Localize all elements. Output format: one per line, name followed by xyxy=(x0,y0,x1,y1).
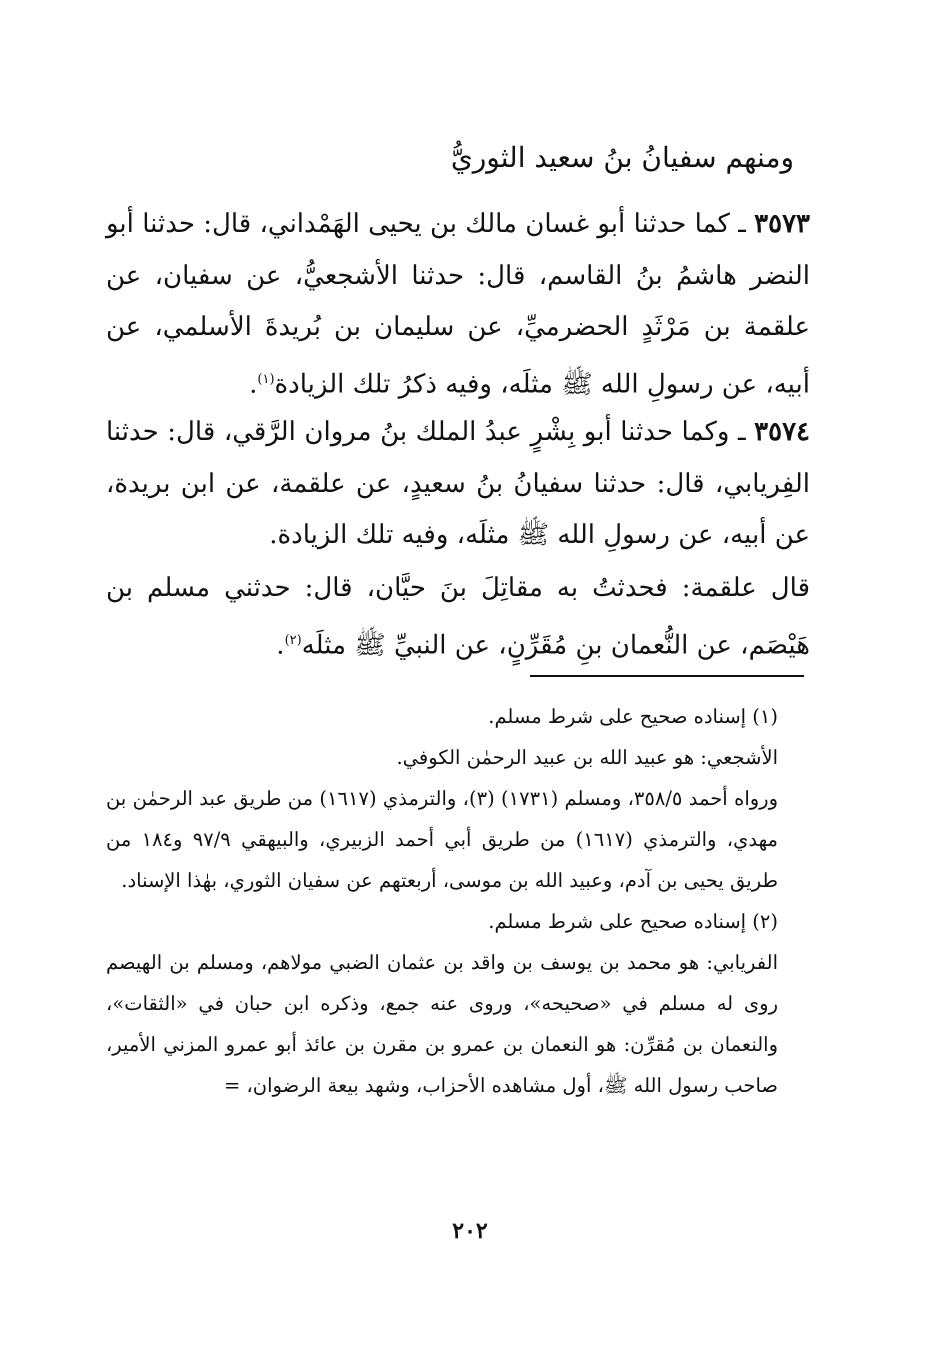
entry-text: ـ كما حدثنا أبو غسان مالك بن يحيى الهَمْداني، قال: حدثنا أبو النضر هاشمُ بنُ القاسم، قال: حدثنا الأشجعيُّ، عن سفيان، عن علقمة بن مَرْثَدٍ الحضرميِّ، عن سليمان بن بُريدةَ الأسلمي، عن أبيه، عن رسولِ الله ﷺ مثلَه، وفيه ذكرُ تلك الزيادة xyxy=(106,209,810,400)
paragraph-text: قال علقمة: فحدثتُ به مقاتِلَ بنَ حيَّان، قال: حدثني مسلم بن هَيْصَم، عن النُّعمان بنِ مُقَرِّنٍ، عن النبيِّ ﷺ مثلَه xyxy=(106,573,810,661)
footnote-line: الفريابي: هو محمد بن يوسف بن واقد بن عثمان الضبي مولاهم، ومسلم بن الهيصم روى له مسلم في «صحيحه»، وروى عنه جمع، وذكره ابن حبان في «الثقات»، والنعمان بن مُقرِّن: هو النعمان بن عمرو بن مقرن بن عائذ أبو عمرو المزني الأمير، صاحب رسول الله ﷺ، أول مشاهده الأحزاب، وشهد بيعة الرضوان، = xyxy=(106,951,778,1097)
footnote-line: الأشجعي: هو عبيد الله بن عبيد الرحمٰن الكوفي. xyxy=(396,746,778,769)
entry-number: ٣٥٧٤ xyxy=(754,417,811,447)
entry-text: ـ وكما حدثنا أبو بِشْرٍ عبدُ الملك بنُ مروان الرَّقي، قال: حدثنا الفِريابي، قال: حدثنا سفيانُ بنُ سعيدٍ، عن علقمة، عن ابن بريدة، عن أبيه، عن رسولِ الله ﷺ مثلَه، وفيه تلك الزيادة. xyxy=(106,417,810,550)
footnote-line: (٢) إسناده صحيح على شرط مسلم. xyxy=(488,910,778,933)
narration-paragraph xyxy=(106,563,810,672)
footnote-line: (١) إسناده صحيح على شرط مسلم. xyxy=(488,705,778,728)
footnote-marker: (٢) xyxy=(284,632,302,648)
footnote-line: ورواه أحمد ٣٥٨/٥، ومسلم (١٧٣١) (٣)، والترمذي (١٦١٧) من طريق عبد الرحمٰن بن مهدي، والترمذي (١٦١٧) من طريق أبي أحمد الزبيري، والبيهقي ٩٧/٩ و١٨٤ من طريق يحيى بن آدم، وعبيد الله بن موسى، أربعتهم عن سفيان الثوري، بهٰذا الإسناد. xyxy=(106,787,779,892)
paragraph-ending: . xyxy=(276,630,285,661)
footnotes-section xyxy=(106,696,810,1106)
footnote-divider xyxy=(530,675,804,677)
section-heading: ومنهم سفيانُ بنُ سعيد الثوريُّ xyxy=(450,141,794,174)
hadith-entry xyxy=(106,199,810,411)
entry-ending: . xyxy=(249,369,258,400)
page-number: ٢٠٢ xyxy=(452,1218,488,1244)
footnote-marker: (١) xyxy=(257,371,275,387)
entry-number: ٣٥٧٣ xyxy=(754,209,811,239)
hadith-entry xyxy=(106,407,810,562)
